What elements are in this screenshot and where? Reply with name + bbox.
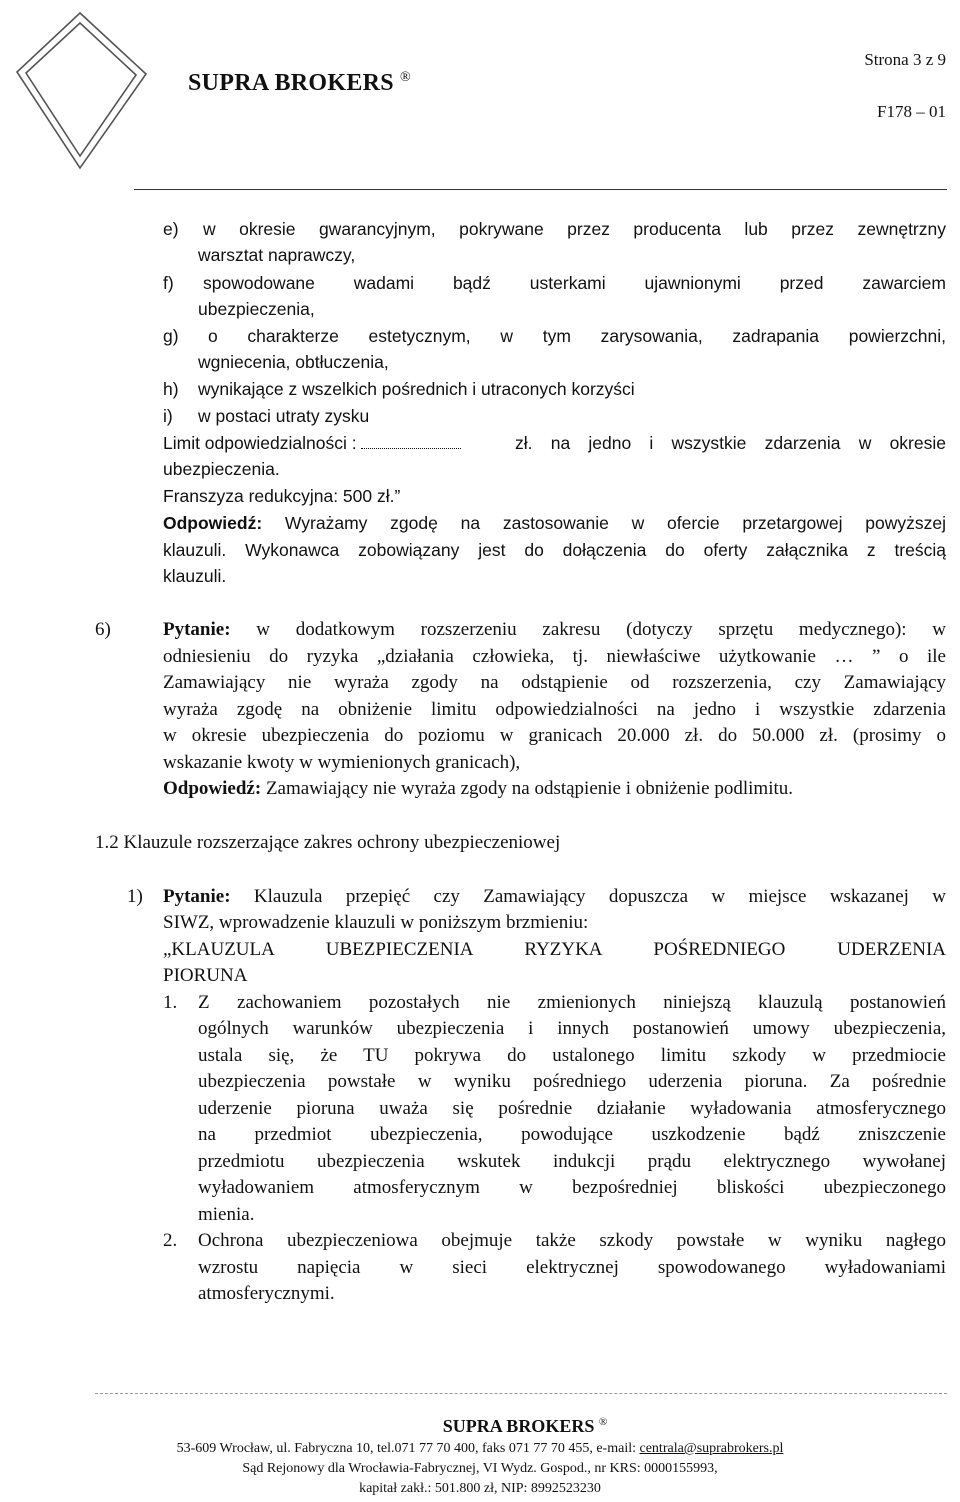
question-6-line-6: wskazanie kwoty w wymienionych granicach),: [163, 752, 521, 773]
item-g-label: g): [163, 326, 179, 346]
question-6-line-4: wyraża zgodę na obniżenie limitu odpowiedzialności na jedno i wszystkie zdarzenia: [163, 699, 946, 720]
clause-point-1-line-8: wyładowaniem atmosferycznym w bezpośredniej bliskości ubezpieczonego: [198, 1177, 946, 1198]
clause-point-1-line-6: na przedmiot ubezpieczenia, powodujące uszkodzenie bądź zniszczenie: [198, 1124, 946, 1145]
item-i-line-1: w postaci utraty zysku: [198, 406, 370, 426]
item-g-line-1: o charakterze estetycznym, w tym zarysowania, zadrapania powierzchni,: [208, 326, 946, 346]
answer-1-line-3: klauzuli.: [163, 566, 227, 586]
clause-point-1-line-7: przedmiotu ubezpieczenia wskutek indukcji prądu elektrycznego wywołanej: [198, 1151, 946, 1172]
question-1-number: 1): [127, 886, 143, 907]
limit-text: zł. na jedno i wszystkie zdarzenia w okresie: [515, 433, 946, 453]
clause-title-end: PIORUNA: [163, 965, 248, 986]
answer-6: Odpowiedź: Zamawiający nie wyraża zgody na odstąpienie i obniżenie podlimitu.: [163, 778, 794, 799]
footer-capital: kapitał zakł.: 501.800 zł, NIP: 8992523230: [359, 1481, 601, 1496]
item-f-label: f): [163, 273, 174, 293]
section-heading: 1.2 Klauzule rozszerzające zakres ochrony ubezpieczeniowej: [95, 832, 561, 853]
limit-blank: [361, 430, 461, 449]
document-id: F178 – 01: [877, 102, 946, 121]
item-g-line-2: wgniecenia, obtłuczenia,: [198, 352, 389, 372]
clause-point-1-line-3: ustala się, że TU pokrywa do ustalonego limitu szkody w przedmiocie: [198, 1045, 946, 1066]
item-f-line-2: ubezpieczenia,: [198, 299, 315, 319]
item-h-line-1: wynikające z wszelkich pośrednich i utraconych korzyści: [198, 379, 635, 399]
clause-title: „KLAUZULA UBEZPIECZENIA RYZYKA POŚREDNIEGO UDERZENIA: [163, 939, 946, 960]
footer-divider: [95, 1393, 947, 1394]
clause-point-1-line-9: mienia.: [198, 1204, 255, 1225]
answer-1-line-1: Odpowiedź: Wyrażamy zgodę na zastosowanie w ofercie przetargowej powyższej: [163, 513, 946, 533]
item-e-label: e): [163, 219, 179, 239]
limit-label: Limit odpowiedzialności :: [163, 430, 461, 456]
header-brand: SUPRA BROKERS ®: [188, 70, 411, 96]
question-6-line-3: Zamawiający nie wyraża zgody na odstąpienie od rozszerzenia, czy Zamawiający: [163, 672, 946, 693]
limit-text-end: ubezpieczenia.: [163, 459, 280, 479]
item-e-line-1: w okresie gwarancyjnym, pokrywane przez producenta lub przez zewnętrzny: [203, 219, 946, 239]
question-6-line-5: w okresie ubezpieczenia do poziomu w granicach 20.000 zł. do 50.000 zł. (prosimy o: [163, 725, 946, 746]
clause-point-1-line-5: uderzenie pioruna uważa się pośrednie działanie wyładowania atmosferycznego: [198, 1098, 946, 1119]
question-1-line-2: SIWZ, wprowadzenie klauzuli w poniższym brzmieniu:: [163, 912, 589, 933]
item-h-label: h): [163, 379, 179, 399]
clause-point-1-line-1: Z zachowaniem pozostałych nie zmienionych niniejszą klauzulą postanowień: [198, 992, 946, 1013]
answer-1-line-2: klauzuli. Wykonawca zobowiązany jest do dołączenia do oferty załącznika z treścią: [163, 540, 946, 560]
clause-point-1-line-2: ogólnych warunków ubezpieczenia i innych postanowień umowy ubezpieczenia,: [198, 1018, 946, 1039]
footer-registry: Sąd Rejonowy dla Wrocławia-Fabrycznej, VI Wydz. Gospod., nr KRS: 0000155993,: [242, 1461, 718, 1476]
page-number: Strona 3 z 9: [864, 50, 946, 69]
question-6-line-2: odniesieniu do ryzyka „działania człowieka, tj. niewłaściwe użytkowanie … ” o ile: [163, 646, 946, 667]
footer-brand: SUPRA BROKERS ®: [442, 1416, 608, 1436]
clause-point-1-number: 1.: [163, 992, 178, 1013]
clause-point-2-number: 2.: [163, 1230, 178, 1251]
header-divider: [134, 189, 947, 190]
supra-logo-icon: [14, 10, 149, 170]
clause-point-2-line-2: wzrostu napięcia w sieci elektrycznej spowodowanego wyładowaniami: [198, 1257, 946, 1278]
question-6-number: 6): [95, 619, 111, 640]
footer-email-link[interactable]: centrala@suprabrokers.pl: [639, 1441, 784, 1456]
footer-address: 53-609 Wrocław, ul. Fabryczna 10, tel.071 77 70 400, faks 071 77 70 455, e-mail: centrala@suprabrokers.pl: [176, 1441, 784, 1456]
question-1-line-1: Pytanie: Klauzula przepięć czy Zamawiający dopuszcza w miejsce wskazanej w: [163, 886, 947, 907]
item-i-label: i): [163, 406, 173, 426]
clause-point-1-line-4: ubezpieczenia powstałe w wyniku pośredniego uderzenia pioruna. Za pośrednie: [198, 1071, 946, 1092]
franszyza: Franszyza redukcyjna: 500 zł.”: [163, 486, 401, 506]
clause-point-2-line-1: Ochrona ubezpieczeniowa obejmuje także szkody powstałe w wyniku nagłego: [198, 1230, 946, 1251]
question-6-line-1: Pytanie: w dodatkowym rozszerzeniu zakresu (dotyczy sprzętu medycznego): w: [163, 619, 947, 640]
item-e-line-2: warsztat naprawczy,: [198, 245, 356, 265]
item-f-line-1: spowodowane wadami bądź usterkami ujawnionymi przed zawarciem: [203, 273, 946, 293]
clause-point-2-line-3: atmosferycznymi.: [198, 1283, 335, 1304]
